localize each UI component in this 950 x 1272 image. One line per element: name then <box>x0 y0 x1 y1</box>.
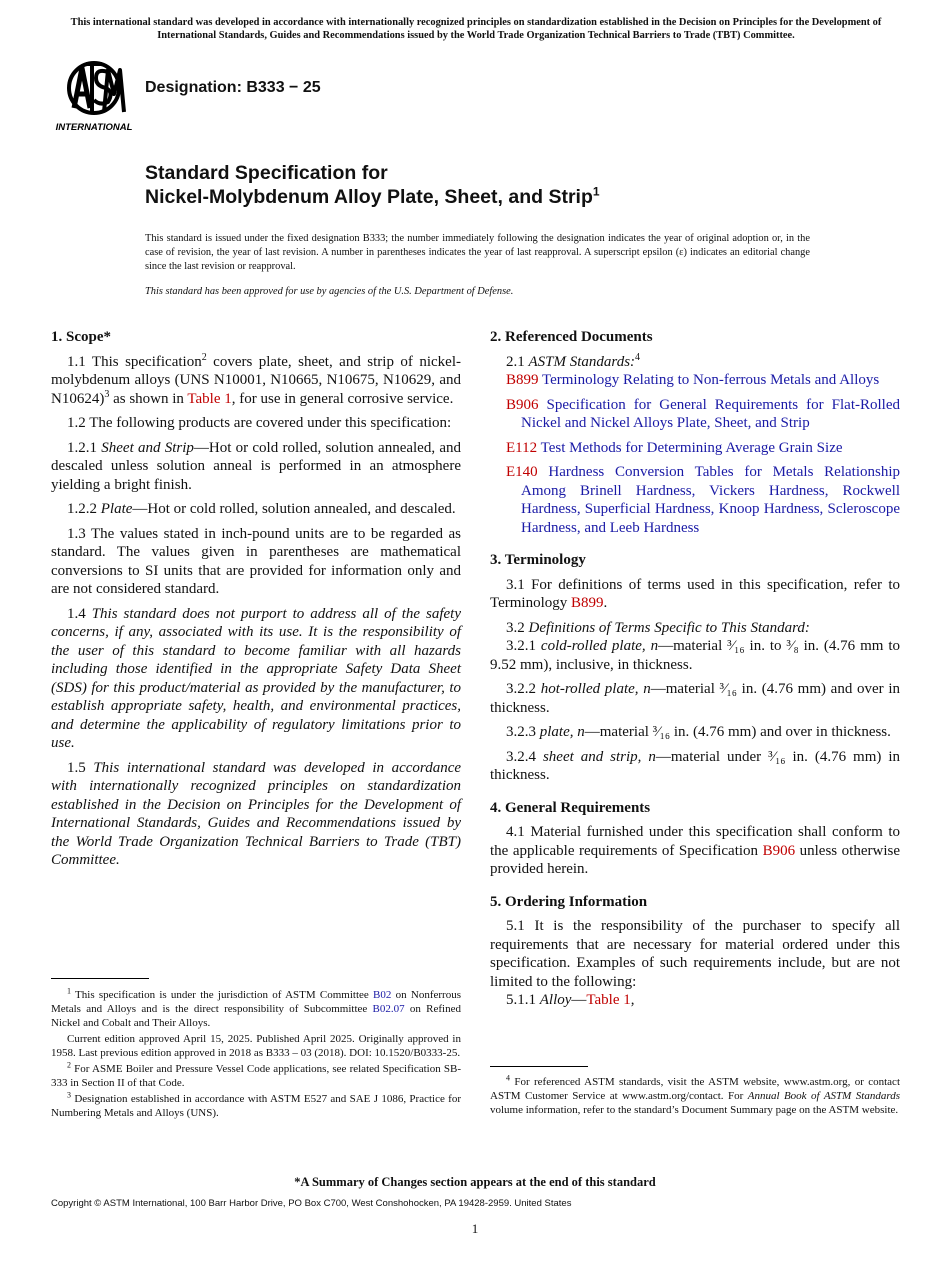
para-4-1: 4.1 Material furnished under this specification shall conform to the applicable requirements of Specification B906 unless otherwise provided herein. <box>490 824 900 877</box>
astm-logo-icon <box>52 56 136 134</box>
section-refdocs-heading: 2. Referenced Documents <box>490 329 653 345</box>
section-ordering-heading: 5. Ordering Information <box>490 893 648 910</box>
para-3-2-3: 3.2.3 plate, n—material ³⁄₁₆ in. (4.76 mm) and over in thickness. <box>506 724 891 740</box>
footnotes-left <box>51 988 461 1122</box>
b906-link[interactable]: B906 <box>762 842 796 859</box>
footnote-4: $^4$ For referenced ASTM standards, visit the ASTM website, www.astm.org, or contact ASTM Customer Service at www.astm.org/contact. For Annual Book of ASTM Standards volume information, refer to the standard’s Document Summary page on the ASTM website. <box>490 1073 900 1116</box>
para-5-1: 5.1 It is the responsibility of the purchaser to specify all requirements that are necessary for material ordered under this specification. Examples of such requirements include, but are not limited to the following: <box>490 918 900 990</box>
footnote-rule-left <box>51 978 149 979</box>
footnote-2: $^2$ For ASME Boiler and Pressure Vessel Code applications, see related Specification SB-333 in Section II of that Code. <box>51 1060 461 1089</box>
left-column <box>51 328 461 876</box>
para-3-2: 3.2 Definitions of Terms Specific to This Standard: <box>506 619 810 636</box>
para-1-2-1: 1.2.1 Sheet and Strip—Hot or cold rolled, solution annealed, and descaled unless solution anneal is performed in an atmosphere yielding a bright finish. <box>51 439 461 493</box>
logo-org-text: INTERNATIONAL <box>55 122 133 133</box>
table-1-link-2[interactable]: Table 1 <box>586 992 631 1008</box>
copyright: Copyright © ASTM International, 100 Barr Harbor Drive, PO Box C700, West Conshohocken, PA 19428-2959. United States <box>51 1198 572 1209</box>
para-3-2-2: 3.2.2 hot-rolled plate, n—material ³⁄₁₆ in. (4.76 mm) and over in thickness. <box>490 681 901 716</box>
b899-link[interactable]: B899 <box>571 595 604 611</box>
ref-item[interactable]: E112 Test Methods for Determining Average Grain Size <box>506 439 843 456</box>
b02-07-link[interactable]: B02.07 <box>372 1003 405 1015</box>
referenced-documents-list <box>490 371 900 537</box>
footnote-rule-right <box>490 1066 588 1067</box>
footnote-3: $^3$ Designation established in accordance with ASTM E527 and SAE J 1086, Practice for Numbering Metals and Alloys (UNS). <box>51 1090 461 1119</box>
ref-item[interactable]: E140 Hardness Conversion Tables for Metals Relationship Among Brinell Hardness, Vickers Hardness, Rockwell Hardness, Superficial Hardness, Knoop Hardness, Scleroscope Hardness, and Leeb Hardness <box>506 464 900 536</box>
title-line-2 <box>145 185 600 209</box>
footnotes-right <box>490 1075 900 1119</box>
footnote-1-edition: Current edition approved April 15, 2025. Published April 2025. Originally approved in 1958. Last previous edition approved in 2018 as B333 – 03 (2018). DOI: 10.1520/B0333-25. <box>51 1033 461 1059</box>
para-1-1: 1.1 This specification$^2$ covers plate, sheet, and strip of nickel-molybdenum alloys (UNS N10001, N10665, N10675, N10629, and N10624)$^3$ as shown in Table 1, for use in general corrosive service. <box>51 351 461 407</box>
b02-link[interactable]: B02 <box>373 989 392 1001</box>
para-5-1-1: 5.1.1 Alloy—Table 1, <box>506 992 635 1008</box>
approved-note: This standard has been approved for use by agencies of the U.S. Department of Defense. <box>145 286 514 297</box>
footnote-1: $^1$ This specification is under the jurisdiction of ASTM Committee B02 on Nonferrous Metals and Alloys and is the direct responsibility of Subcommittee B02.07 on Refined Nickel and Cobalt and Their Alloys. <box>51 986 461 1029</box>
document-title <box>145 161 600 209</box>
para-1-4: 1.4 This standard does not purport to address all of the safety concerns, if any, associated with its use. It is the responsibility of the user of this standard to become familiar with all hazards including those identified in the appropriate Safety Data Sheet (SDS) for this product/material as provided by the manufacturer, to establish appropriate safety, health, and environmental practices, and determine the applicability of regulatory limitations prior to use. <box>51 605 462 751</box>
para-1-2: 1.2 The following products are covered under this specification: <box>67 415 452 431</box>
para-1-5: 1.5 This international standard was developed in accordance with internationally recognized principles on standardization established in the Decision on Principles for the Development of International Standards, Guides and Recommendations issued by the World Trade Organization Technical Barriers to Trade (TBT) Committee. <box>51 759 462 868</box>
ref-item[interactable]: B906 Specification for General Requirements for Flat-Rolled Nickel and Nickel Alloys Plate, Sheet, and Strip <box>506 396 900 431</box>
para-3-2-1: 3.2.1 cold-rolled plate, n—material ³⁄₁₆ in. to ³⁄₈ in. (4.76 mm to 9.52 mm), inclusive, in thickness. <box>490 638 900 673</box>
para-2-1: 2.1 ASTM Standards:$^4$ <box>506 351 641 370</box>
para-3-2-4: 3.2.4 sheet and strip, n—material under ³⁄₁₆ in. (4.76 mm) in thickness. <box>490 748 900 783</box>
section-terminology-heading: 3. Terminology <box>490 552 586 568</box>
issued-note: This standard is issued under the fixed designation B333; the number immediately following the designation indicates the year of original adoption or, in the case of revision, the year of last revision. A number in parentheses indicates the year of last reapproval. A superscript epsilon (ε) indicates an editorial change since the last revision or reapproval. <box>145 233 810 272</box>
title-footnote-mark: 1 <box>592 184 600 199</box>
right-column <box>490 328 900 1016</box>
page-number: 1 <box>471 1221 479 1236</box>
title-line-2-text: Nickel-Molybdenum Alloy Plate, Sheet, and Strip <box>145 186 593 208</box>
section-scope-heading: 1. Scope* <box>51 329 111 345</box>
section-general-requirements-heading: 4. General Requirements <box>490 799 651 816</box>
para-1-2-2: 1.2.2 Plate—Hot or cold rolled, solution annealed, and descaled. <box>67 501 456 517</box>
top-notice: This international standard was developed in accordance with internationally recognized principles on standardization established in the Decision on Principles for the Development of International Standards, Guides and Recommendations issued by the World Trade Organization Technical Barriers to Trade (TBT) Committee. <box>70 17 882 41</box>
ref-item[interactable]: B899 Terminology Relating to Non-ferrous Metals and Alloys <box>506 372 880 388</box>
para-3-1: 3.1 For definitions of terms used in this specification, refer to Terminology B899. <box>490 576 900 611</box>
astm-logo <box>52 56 136 134</box>
designation: Designation: B333 − 25 <box>145 79 321 96</box>
para-1-3: 1.3 The values stated in inch-pound units are to be regarded as standard. The values given in parentheses are mathematical conversions to SI units that are provided for information only and are not considered standard. <box>51 525 461 597</box>
table-1-link[interactable]: Table 1 <box>187 390 232 407</box>
summary-of-changes-note: *A Summary of Changes section appears at the end of this standard <box>294 1175 656 1189</box>
title-line-1: Standard Specification for <box>145 162 388 184</box>
